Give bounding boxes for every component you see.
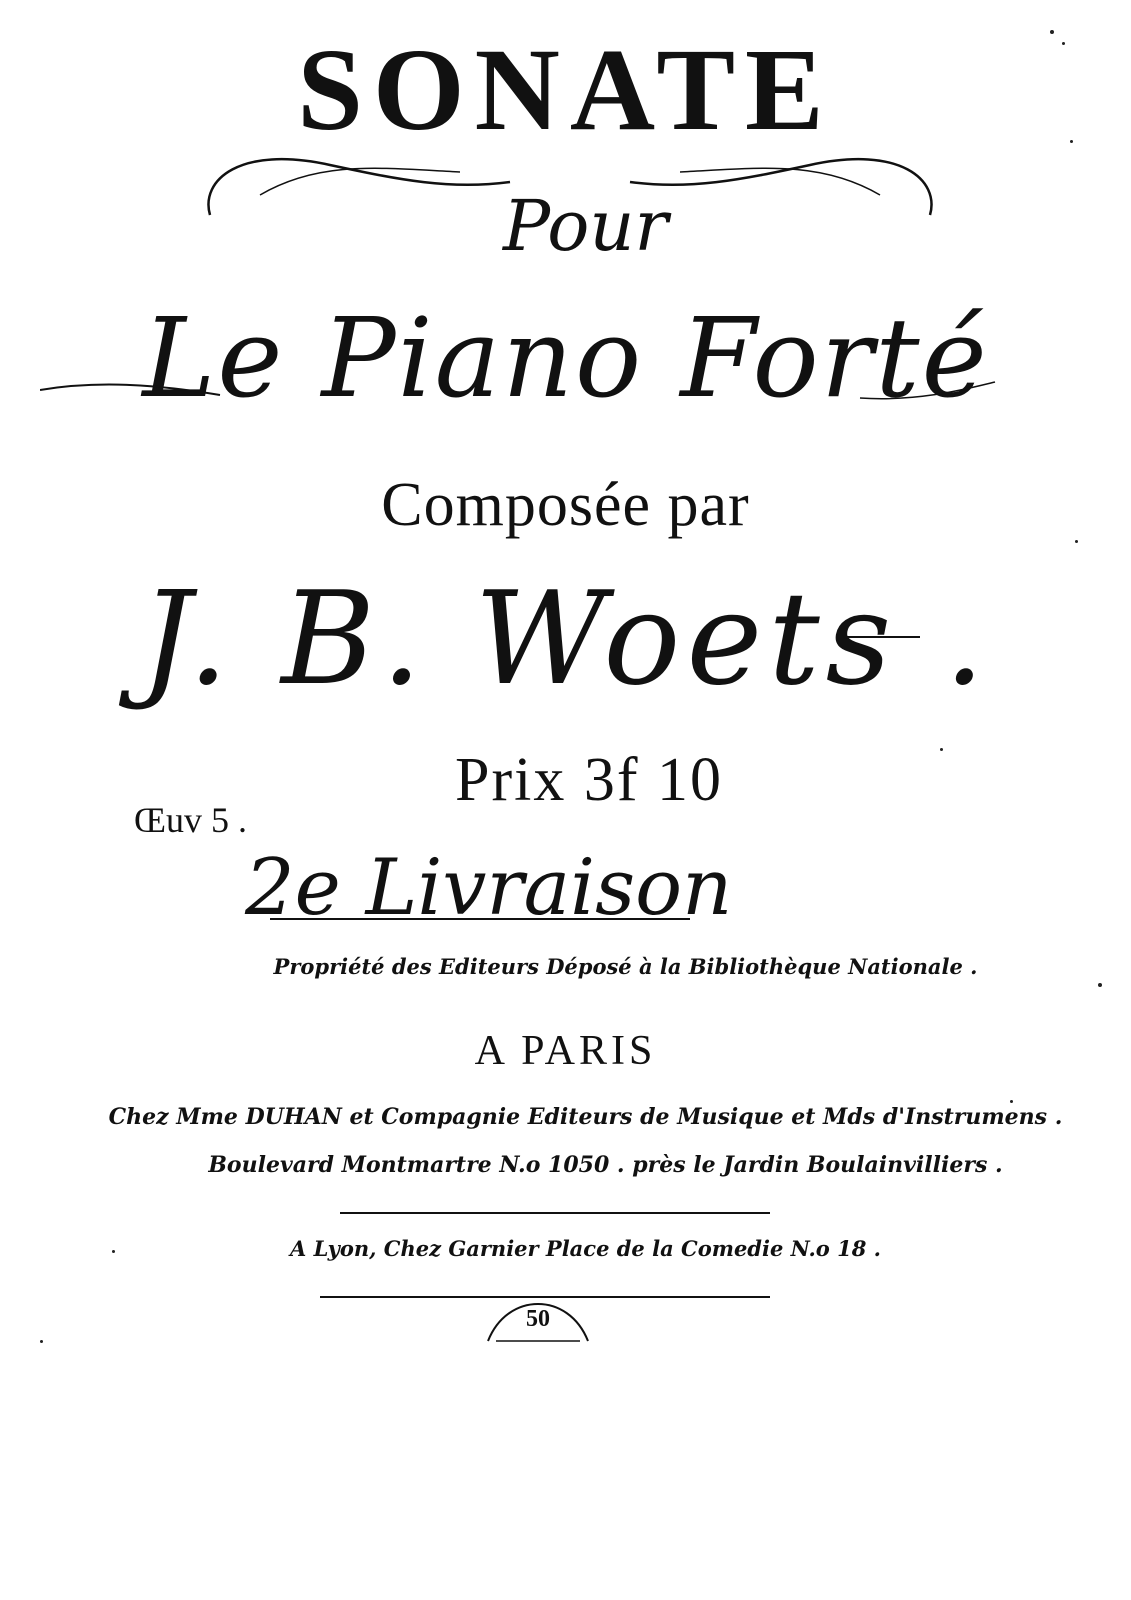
instrument-flourish <box>40 380 1000 420</box>
scan-speck <box>40 1340 43 1343</box>
livraison-text: 2e Livraison <box>245 843 733 933</box>
livraison-underline <box>270 918 690 920</box>
scan-speck <box>112 1250 115 1253</box>
divider-rule-1 <box>340 1212 770 1214</box>
composed-by-text: Composée par <box>381 471 750 539</box>
composer-underline <box>840 636 920 638</box>
instrument-text: Le Piano Forté <box>142 294 989 422</box>
pour-text: Pour <box>503 185 668 267</box>
price: Prix 3f 10 <box>455 746 723 814</box>
opus-number: Œuv 5 . <box>134 800 248 840</box>
scan-speck <box>940 748 943 751</box>
scan-speck <box>1010 1100 1013 1103</box>
lyon-line: A Lyon, Chez Garnier Place de la Comedie N.o 18 . <box>290 1236 881 1261</box>
city-heading: A PARIS <box>474 1028 657 1074</box>
title: SONATE <box>297 24 834 155</box>
composer-name: J. B. Woets . <box>140 565 991 714</box>
scan-speck <box>1070 140 1073 143</box>
address-line: Boulevard Montmartre N.o 1050 . près le Jardin Boulainvilliers . <box>208 1152 1003 1178</box>
scan-speck <box>1062 42 1065 45</box>
publisher-line: Chez Mme DUHAN et Compagnie Editeurs de Musique et Mds d'Instrumens . <box>108 1104 1063 1130</box>
property-notice: Propriété des Editeurs Déposé à la Bibliothèque Nationale . <box>273 954 978 979</box>
scan-speck <box>1075 540 1078 543</box>
scan-speck <box>1050 30 1054 34</box>
plate-number: 50 <box>526 1306 550 1332</box>
scan-speck <box>1098 983 1102 987</box>
